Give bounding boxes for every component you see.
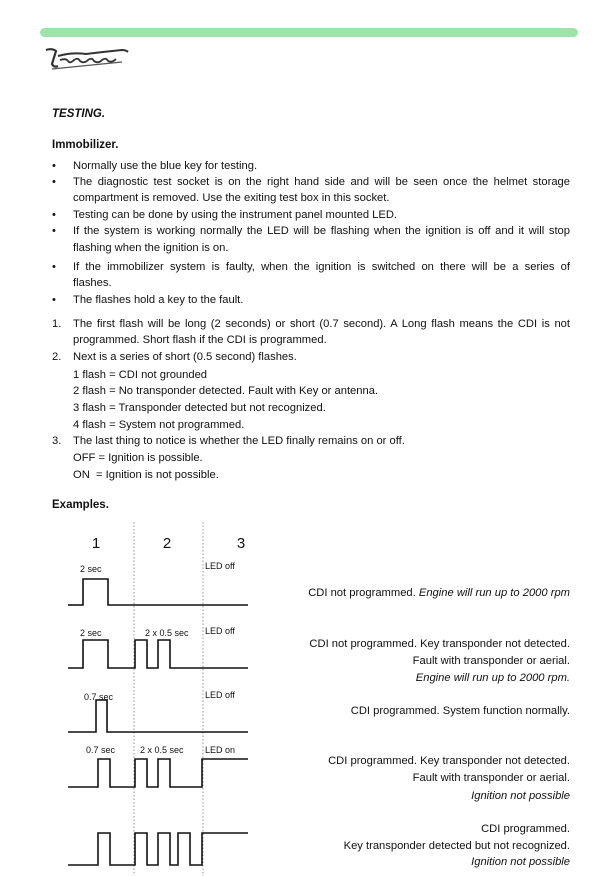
bullet-dot: • — [52, 294, 56, 306]
step-text: Next is a series of short (0.5 second) flashes. — [73, 351, 297, 363]
step-text: The last thing to notice is whether the LED finally remains on or off. — [73, 435, 405, 447]
description-text: Fault with transponder or aerial. — [412, 655, 570, 667]
led-state-on: ON = Ignition is not possible. — [73, 469, 219, 481]
step-text: programmed. Short flash if the CDI is programmed. — [73, 334, 327, 346]
bullet-dot: • — [52, 176, 56, 188]
header-bar — [40, 28, 578, 37]
flash-code: 2 flash = No transponder detected. Fault with Key or antenna. — [73, 385, 379, 397]
immobilizer-heading: Immobilizer. — [52, 139, 119, 151]
step-text: The first flash will be long (2 seconds) or short (0.7 second). A Long flash means the CDI is not — [73, 318, 570, 330]
duration-label: 2 sec — [80, 628, 102, 638]
duration-label: 2 x 0.5 sec — [140, 745, 184, 755]
description-note: Ignition not possible — [471, 856, 570, 868]
description-note: Ignition not possible — [471, 790, 570, 802]
flash-timing-diagram — [60, 522, 260, 876]
waveform-row-5 — [68, 833, 248, 865]
vespa-logo — [42, 42, 132, 74]
description-text: CDI programmed. System function normally. — [350, 705, 570, 717]
bullet-text: The diagnostic test socket is on the right hand side and will be seen once the helmet storage — [73, 176, 570, 188]
bullet-text: compartment is removed. Use the exiting test box in this socket. — [73, 192, 390, 204]
phase-label-2: 2 — [162, 535, 172, 552]
bullet-text: Normally use the blue key for testing. — [73, 160, 258, 172]
bullet-dot: • — [52, 261, 56, 273]
phase-label-3: 3 — [236, 535, 246, 552]
examples-heading: Examples. — [52, 499, 109, 511]
bullet-text: flashes. — [73, 277, 112, 289]
bullet-dot: • — [52, 160, 56, 172]
led-state-off: OFF = Ignition is possible. — [73, 452, 203, 464]
description-text: CDI programmed. — [481, 823, 570, 835]
step-number: 3. — [52, 435, 62, 447]
led-label: LED off — [205, 690, 235, 700]
description-text: Key transponder detected but not recognized. — [343, 840, 570, 852]
description-note: Engine will run up to 2000 rpm. — [415, 672, 570, 684]
duration-label: 0.7 sec — [84, 692, 114, 702]
flash-code: 3 flash = Transponder detected but not recognized. — [73, 402, 326, 414]
flash-code: 1 flash = CDI not grounded — [73, 369, 208, 381]
section-title: TESTING. — [52, 108, 106, 120]
bullet-text: The flashes hold a key to the fault. — [73, 294, 244, 306]
description-text: CDI programmed. Key transponder not detected. — [328, 755, 570, 767]
waveform-row-2 — [68, 640, 248, 668]
led-label: LED off — [205, 626, 235, 636]
step-number: 2. — [52, 351, 62, 363]
duration-label: 0.7 sec — [86, 745, 116, 755]
description-text: CDI not programmed. Key transponder not detected. — [309, 638, 570, 650]
description-text: Fault with transponder or aerial. — [412, 772, 570, 784]
bullet-text: Testing can be done by using the instrument panel mounted LED. — [73, 209, 398, 221]
waveform-row-1 — [68, 579, 248, 605]
led-label: LED off — [205, 561, 235, 571]
duration-label: 2 sec — [80, 564, 102, 574]
waveform-row-3 — [68, 700, 248, 732]
step-number: 1. — [52, 318, 62, 330]
led-label: LED on — [205, 745, 236, 755]
phase-label-1: 1 — [91, 535, 101, 552]
duration-label: 2 x 0.5 sec — [145, 628, 189, 638]
bullet-dot: • — [52, 209, 56, 221]
flash-code: 4 flash = System not programmed. — [73, 419, 245, 431]
bullet-text: If the system is working normally the LED will be flashing when the ignition is off and it will stop — [73, 225, 570, 237]
example-description-1 — [308, 585, 570, 602]
waveform-row-4 — [68, 759, 248, 787]
bullet-dot: • — [52, 225, 56, 237]
bullet-text: If the immobilizer system is faulty, when the ignition is switched on there will be a series of — [73, 261, 570, 273]
description-note: Engine will run up to 2000 rpm — [418, 587, 570, 599]
description-text: CDI not programmed. — [308, 587, 416, 599]
bullet-text: flashing when the ignition is on. — [73, 242, 229, 254]
